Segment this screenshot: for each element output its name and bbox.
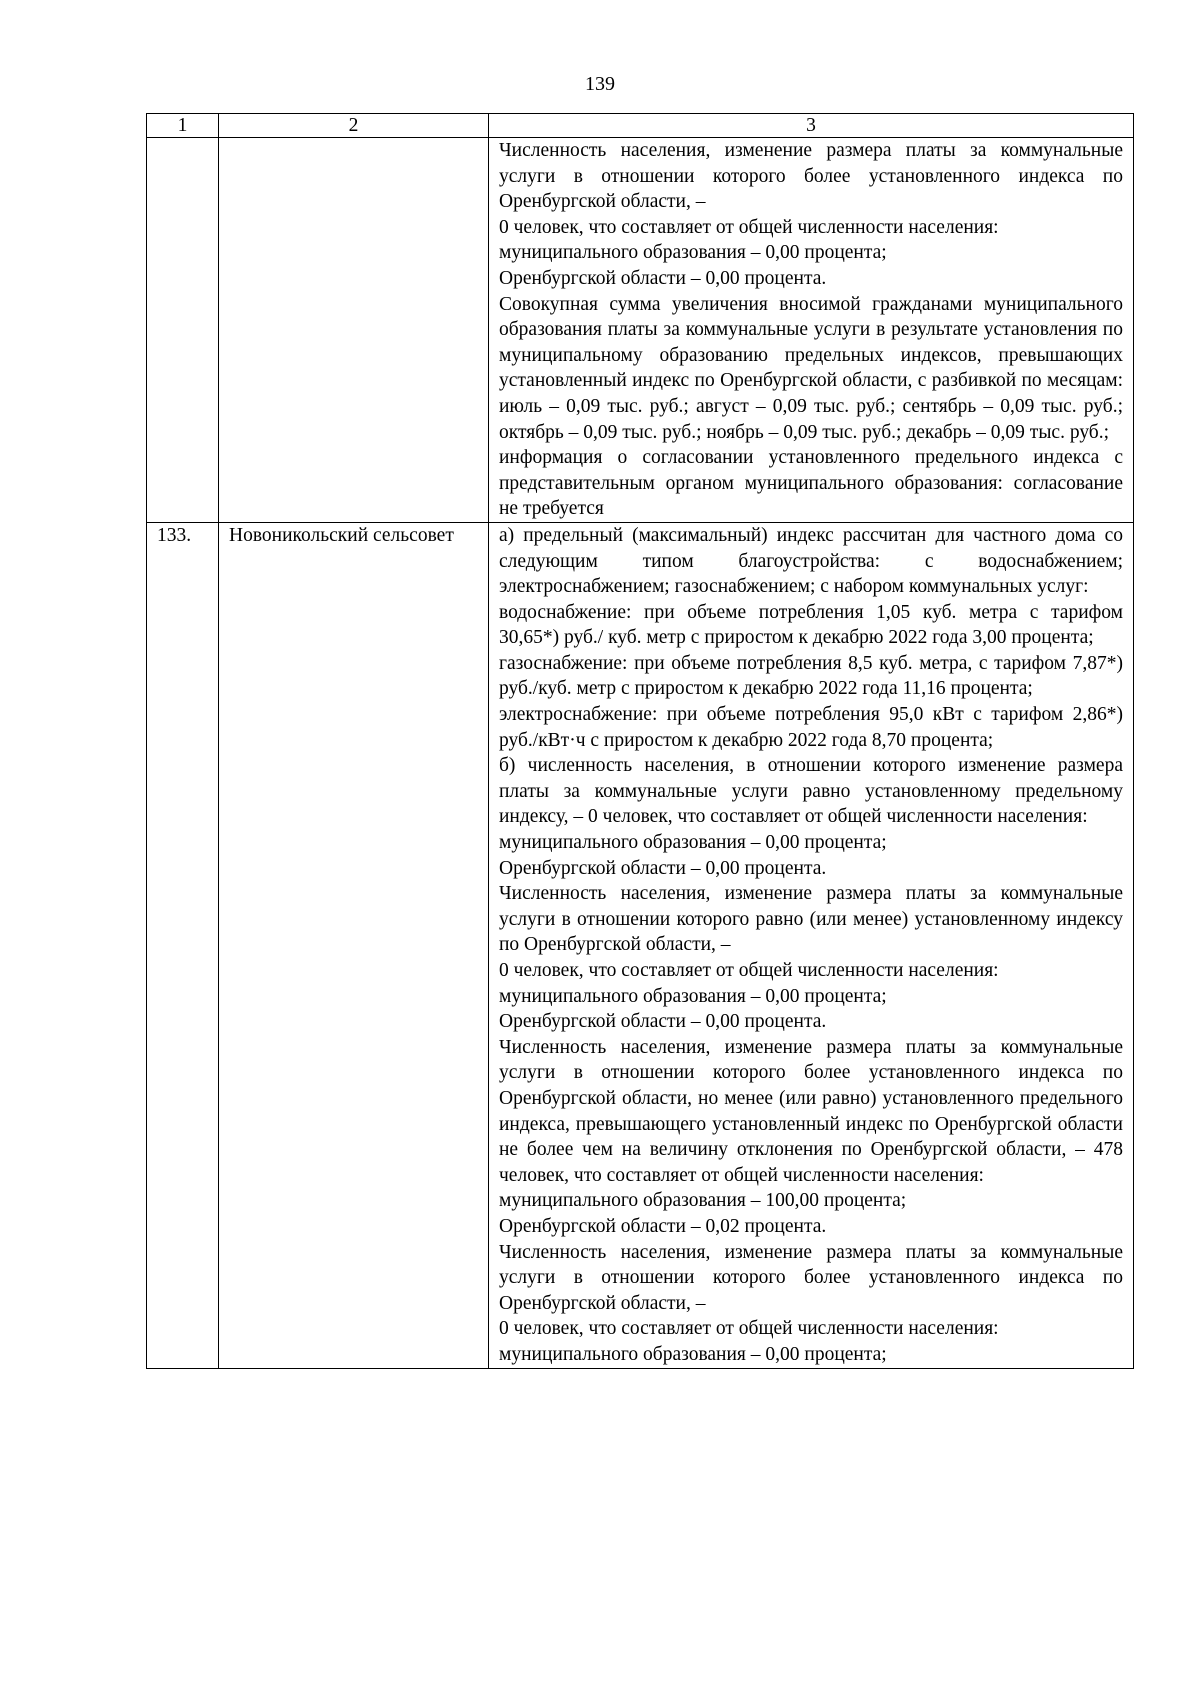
paragraph: б) численность населения, в отношении которого изменение размера платы за коммунальные услуги равно установленному предельному индексу, – 0 человек, что составляет от общей численности населения: bbox=[499, 755, 1123, 828]
table-row-133 bbox=[147, 522, 1134, 1368]
paragraph: муниципального образования – 0,00 процента; bbox=[499, 985, 887, 1007]
column-header-2: 2 bbox=[219, 114, 489, 138]
municipality-name-cell: Новоникольский сельсовет bbox=[219, 522, 489, 1368]
paragraph: Численность населения, изменение размера платы за коммунальные услуги в отношении которого более установленного индекса по Оренбургской области, но менее (или равно) установленного предельного индекса, превышающего установленный индекс по Оренбургской области не более чем на величину отклонения по Оренбургской области, – 478 человек, что составляет от общей численности населения: bbox=[499, 1036, 1123, 1186]
paragraph: 0 человек, что составляет от общей численности населения: bbox=[499, 960, 999, 981]
paragraph: электроснабжение: при объеме потребления 95,0 кВт с тарифом 2,86*) руб./кВт·ч с приростом к декабрю 2022 года 8,70 процента; bbox=[499, 704, 1123, 751]
paragraph: 0 человек, что составляет от общей численности населения: bbox=[499, 1318, 999, 1340]
paragraph: информация о согласовании установленного предельного индекса с представительным органом муниципального образования: согласование не требуется bbox=[499, 447, 1123, 520]
paragraph: Численность населения, изменение размера платы за коммунальные услуги в отношении которого более установленного индекса по Оренбургской области, – bbox=[499, 1241, 1123, 1314]
municipality-name-cell bbox=[219, 138, 489, 523]
paragraph: муниципального образования – 100,00 процента; bbox=[499, 1190, 907, 1212]
paragraph: Оренбургской области – 0,00 процента. bbox=[499, 857, 827, 879]
paragraph: газоснабжение: при объеме потребления 8,5 куб. метра, с тарифом 7,87*) руб./куб. метр с приростом к декабрю 2022 года 11,16 процента; bbox=[499, 652, 1123, 700]
paragraph: муниципального образования – 0,00 процента; bbox=[499, 832, 887, 854]
paragraph: Оренбургской области – 0,00 процента. bbox=[499, 1011, 827, 1033]
table-row-continuation bbox=[147, 138, 1134, 523]
description-cell bbox=[489, 138, 1134, 523]
paragraph: Численность населения, изменение размера платы за коммунальные услуги в отношении которого более установленного индекса по Оренбургской области, – bbox=[499, 140, 1123, 213]
paragraph: водоснабжение: при объеме потребления 1,05 куб. метра с тарифом 30,65*) руб./ куб. метр с приростом к декабрю 2022 года 3,00 процента; bbox=[499, 601, 1123, 649]
index-table bbox=[146, 113, 1134, 1369]
paragraph: Численность населения, изменение размера платы за коммунальные услуги в отношении которого равно (или менее) установленному индексу по Оренбургской области, – bbox=[499, 883, 1123, 956]
paragraph: Совокупная сумма увеличения вносимой гражданами муниципального образования платы за коммунальные услуги в результате установления по муниципальному образованию предельных индексов, превышающих установленный индекс по Оренбургской области, с разбивкой по месяцам: июль – 0,09 тыс. руб.; август – 0,09 тыс. руб.; сентябрь – 0,09 тыс. руб.; октябрь – 0,09 тыс. руб.; ноябрь – 0,09 тыс. руб.; декабрь – 0,09 тыс. руб.; bbox=[499, 293, 1123, 443]
paragraph: а) предельный (максимальный) индекс рассчитан для частного дома со следующим типом благоустройства: с водоснабжением; электроснабжением; газоснабжением; с набором коммунальных услуг: bbox=[499, 524, 1123, 598]
paragraph: Оренбургской области – 0,02 процента. bbox=[499, 1215, 827, 1237]
paragraph: муниципального образования – 0,00 процента; bbox=[499, 242, 887, 264]
paragraph: Оренбургской области – 0,00 процента. bbox=[499, 267, 827, 289]
paragraph: 0 человек, что составляет от общей численности населения: bbox=[499, 216, 999, 238]
column-header-3: 3 bbox=[489, 114, 1134, 138]
table-header-row bbox=[147, 114, 1134, 138]
row-number-cell: 133. bbox=[147, 522, 219, 1368]
description-cell bbox=[489, 522, 1134, 1368]
column-header-1: 1 bbox=[147, 114, 219, 138]
paragraph: муниципального образования – 0,00 процента; bbox=[499, 1343, 887, 1365]
page-number: 139 bbox=[585, 73, 615, 95]
row-number-cell bbox=[147, 138, 219, 523]
